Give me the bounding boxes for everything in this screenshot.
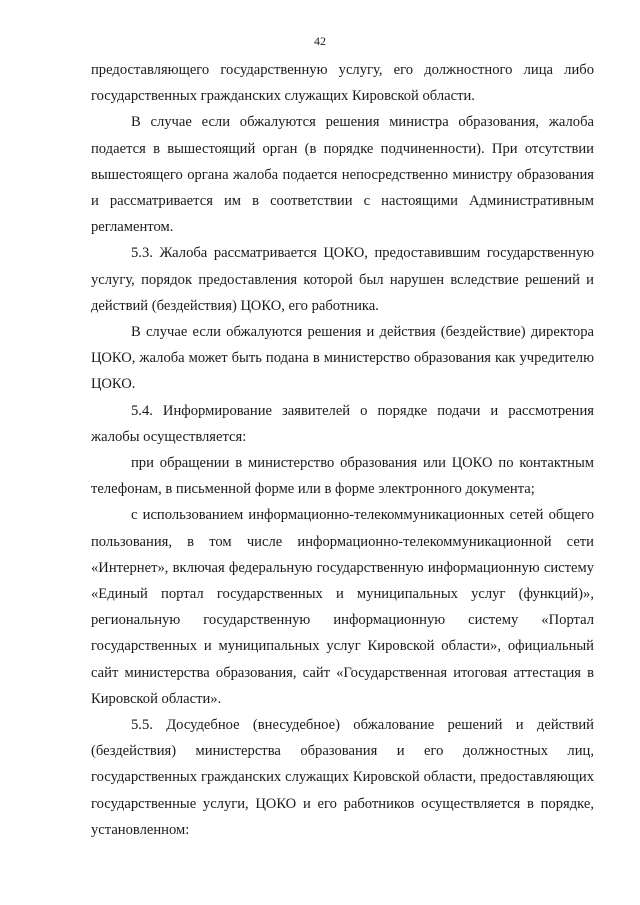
paragraph-minister-appeal: В случае если обжалуются решения министра образования, жалоба подается в вышестоящий орган (в порядке подчиненности). При отсутствии вышестоящего органа жалоба подается непосредственно министру образования и рассматривается им в соответствии с настоящими Административным регламентом.: [91, 114, 594, 236]
paragraph-director-appeal: В случае если обжалуются решения и действия (бездействие) директора ЦОКО, жалоба может быть подана в министерство образования как учредителю ЦОКО.: [91, 324, 594, 393]
paragraph-continuation: предоставляющего государственную услугу, его должностного лица либо государственных гражданских служащих Кировской области.: [91, 62, 594, 105]
paragraph-contact-phones: при обращении в министерство образования или ЦОКО по контактным телефонам, в письменной форме или в форме электронного документа;: [91, 455, 594, 498]
paragraph-internet-networks: с использованием информационно-телекоммуникационных сетей общего пользования, в том числе информационно-телекоммуникационной сети «Интернет», включая федеральную государственную информационную систему «Единый портал государственных и муниципальных услуг (функций)», региональную государственную информационную систему «Портал государственных и муниципальных услуг Кировской области», официальный сайт министерства образования, сайт «Государственная итоговая аттестация в Кировской области».: [91, 507, 594, 707]
paragraph-5-5: 5.5. Досудебное (внесудебное) обжалование решений и действий (бездействия) министерства образования и его должностных лиц, государственных гражданских служащих Кировской области, предоставляющих государственные услуги, ЦОКО и его работников осуществляется в порядке, установленном:: [91, 717, 594, 838]
paragraph-5-4: 5.4. Информирование заявителей о порядке подачи и рассмотрения жалобы осуществляется:: [91, 402, 594, 445]
paragraph-5-3: 5.3. Жалоба рассматривается ЦОКО, предоставившим государственную услугу, порядок предоставления которой был нарушен вследствие решений и действий (бездействия) ЦОКО, его работника.: [91, 245, 594, 314]
page-number: 42: [314, 34, 326, 48]
document-body: [91, 57, 594, 843]
